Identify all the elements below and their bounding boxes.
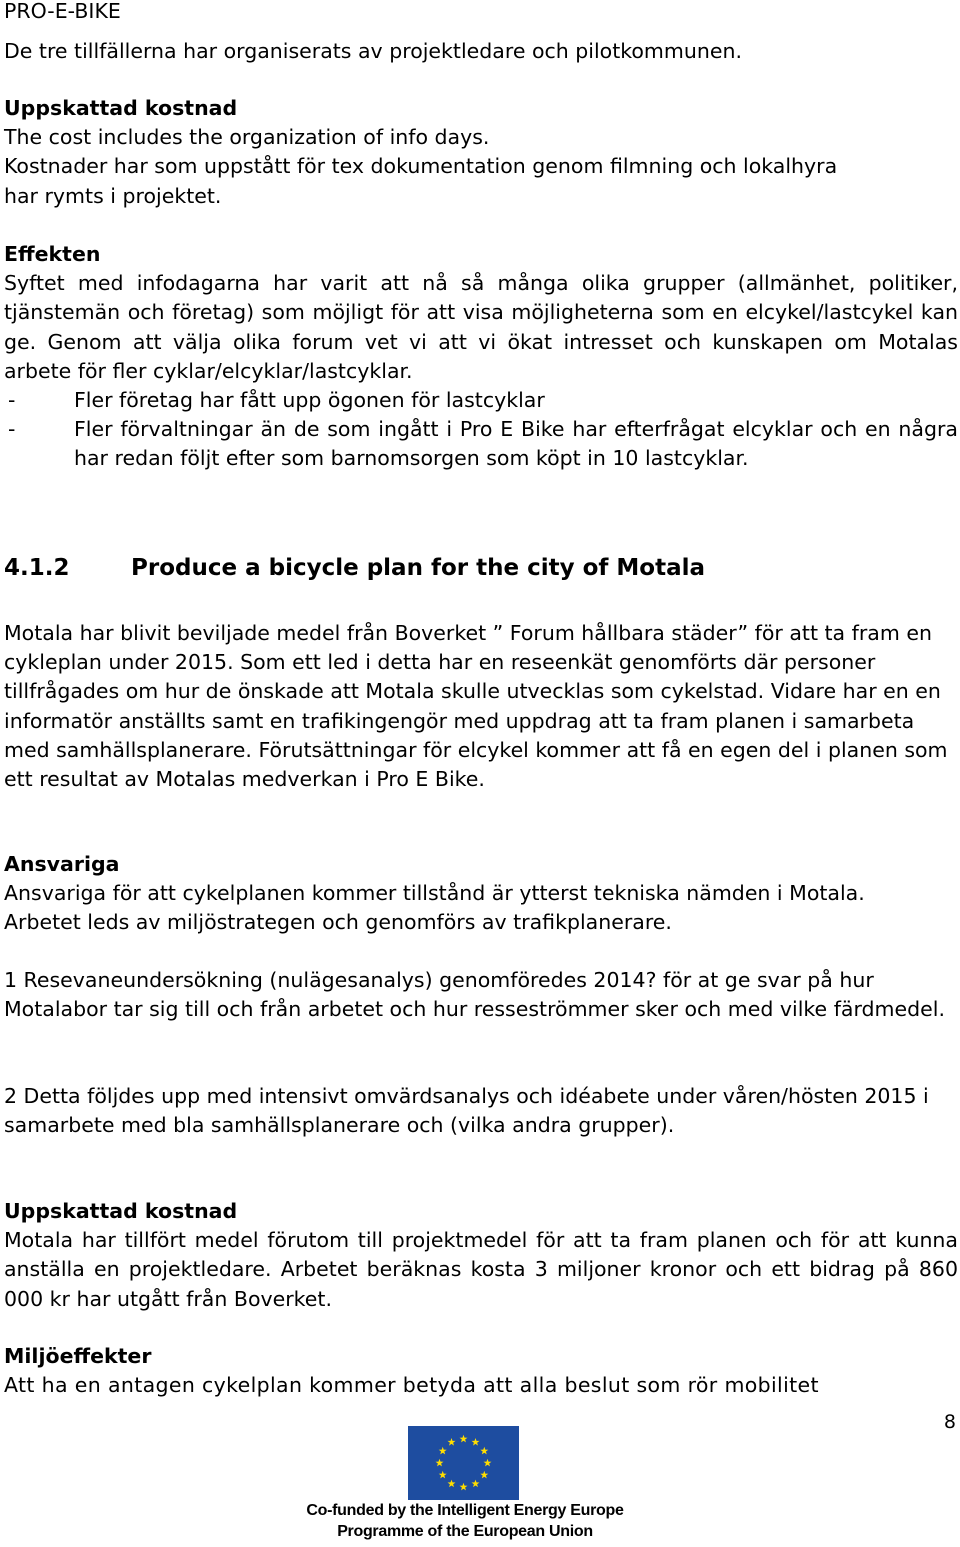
step-2-paragraph: 2 Detta följdes upp med intensivt omvärdsanalys och idéabete under våren/hösten 2015 i samarbete med bla samhällsplanerare och (vilka andra grupper). <box>4 1084 929 1138</box>
effect-bullet-list <box>4 386 958 474</box>
effect-section <box>4 240 958 474</box>
bullet-marker: - <box>8 417 16 442</box>
cost-heading-1: Uppskattad kostnad <box>4 96 238 120</box>
bullet-text: Fler företag har fått upp ögonen för lastcyklar <box>74 388 545 413</box>
cost-text-2: Motala har tillfört medel förutom till projektmedel för att ta fram planen och för att kunna anställa en projektledare. Arbetet beräknas kosta 3 miljoner kronor och ett bidrag på 860 000 kr har utgått från Boverket. <box>4 1228 958 1311</box>
intro-paragraph: De tre tillfällerna har organiserats av projektledare och pilotkommunen. <box>4 39 742 63</box>
bullet-marker: - <box>8 388 16 413</box>
cost-heading-2: Uppskattad kostnad <box>4 1199 238 1223</box>
env-heading: Miljöeffekter <box>4 1344 152 1368</box>
cofund-line-2: Programme of the European Union <box>337 1523 593 1540</box>
section-heading <box>4 552 705 584</box>
step-1-paragraph: 1 Resevaneundersökning (nulägesanalys) genomföredes 2014? för at ge svar på hur Motalabor tar sig till och från arbetet och hur resseströmmer sker och med vilke färdmedel. <box>4 968 945 1022</box>
env-section <box>4 1342 958 1400</box>
section-title: Produce a bicycle plan for the city of Motala <box>131 555 706 581</box>
list-item <box>4 386 958 415</box>
cost-line-1: The cost includes the organization of info days. <box>4 125 490 150</box>
responsible-section <box>4 850 944 938</box>
bullet-text: Fler förvaltningar än de som ingått i Pro E Bike har efterfrågat elcyklar och en några har redan följt efter som barnomsorgen som köpt in 10 lastcyklar. <box>74 417 958 471</box>
page-number: 8 <box>943 1411 956 1433</box>
section-number: 4.1.2 <box>4 555 70 581</box>
cofunded-caption <box>300 1500 630 1542</box>
section-paragraph: Motala har blivit beviljade medel från Boverket ” Forum hållbara städer” för att ta fram en cykleplan under 2015. Som ett led i detta har en reseenkät genomförts där personer tillfrågades om hur de önskade att Motala skulle utvecklas som cykelstad. Vidare har en en informatör anställts samt en trafikingengör med uppdrag att ta fram planen i samarbeta med samhällsplanerare. Förutsättningar för elcykel kommer att få en egen del i planen som ett resultat av Motalas medverkan i Pro E Bike. <box>4 621 948 792</box>
effect-paragraph: Syftet med infodagarna har varit att nå så många olika grupper (allmänhet, politiker, tjänstemän och företag) som möjligt för att visa möjligheterna som en elcykel/lastcykel kan ge. Genom att välja olika forum vet vi att vi ökat intresset och kunskapen om Motalas arbete för fler cyklar/elcyklar/lastcyklar. <box>4 271 958 383</box>
cost-line-2: Kostnader har som uppstått för tex dokumentation genom filmning och lokalhyra har rymts i projektet. <box>4 154 838 208</box>
list-item <box>4 415 958 473</box>
eu-flag-icon <box>408 1426 519 1500</box>
cost-section-2 <box>4 1197 958 1314</box>
cost-section-1 <box>4 94 958 211</box>
running-title: PRO-E-BIKE <box>4 0 121 23</box>
responsible-heading: Ansvariga <box>4 852 120 876</box>
env-text: Att ha en antagen cykelplan kommer betyda att alla beslut som rör mobilitet <box>4 1373 819 1398</box>
cofund-line-1: Co-funded by the Intelligent Energy Europe <box>306 1502 624 1519</box>
responsible-text: Ansvariga för att cykelplanen kommer tillstånd är ytterst tekniska nämden i Motala. Arbetet leds av miljöstrategen och genomförs av trafikplanerare. <box>4 881 865 935</box>
effect-heading: Effekten <box>4 242 101 266</box>
